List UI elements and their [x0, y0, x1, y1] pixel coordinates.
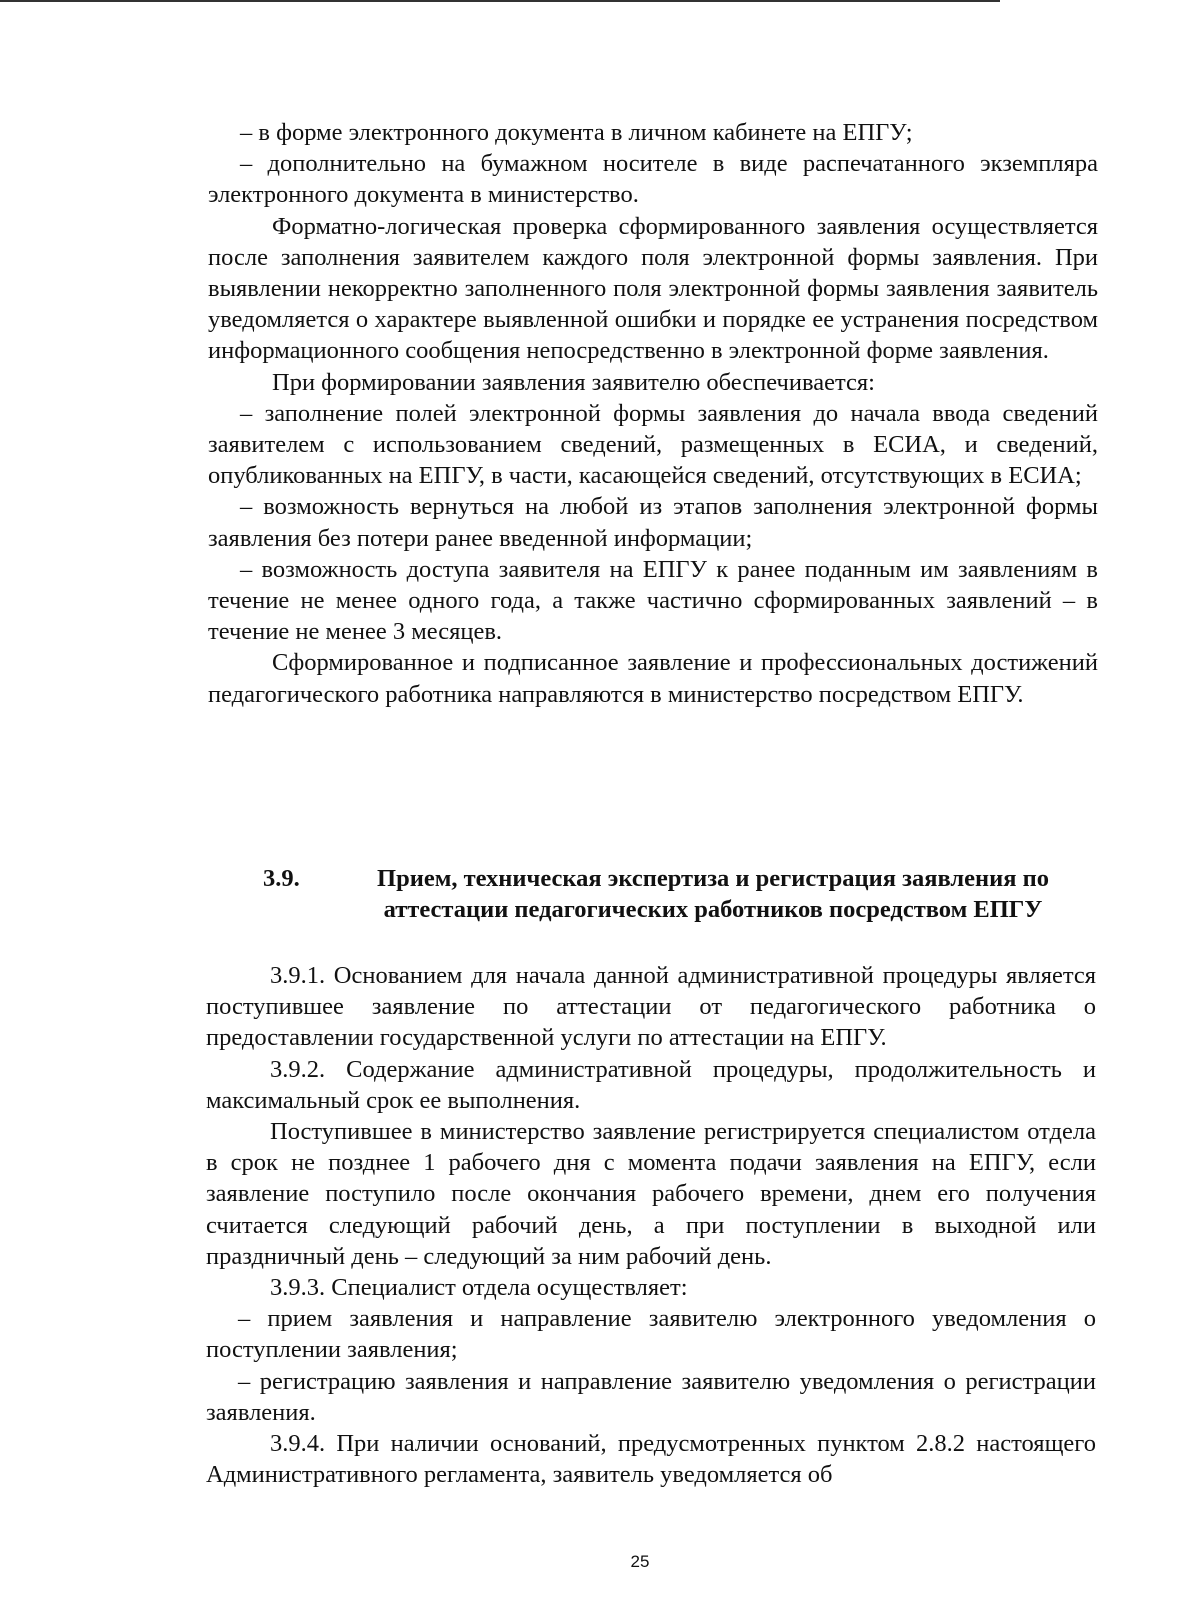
paragraph: 3.9.4. При наличии оснований, предусмотренных пунктом 2.8.2 настоящего Административного регламента, заявитель уведомляется об: [206, 1430, 1096, 1489]
section-title: Прием, техническая экспертиза и регистрация заявления по аттестации педагогических работников посредством ЕПГУ: [377, 865, 1049, 923]
paragraph: При формировании заявления заявителю обеспечивается:: [272, 368, 875, 396]
paragraph: 3.9.1. Основанием для начала данной административной процедуры является поступившее заявление по аттестации от педагогического работника о предоставлении государственной услуги по аттестации на ЕПГУ.: [206, 962, 1096, 1052]
paragraph: Форматно-логическая проверка сформированного заявления осуществляется после заполнения заявителем каждого поля электронной формы заявления. При выявлении некорректно заполненного поля электронной формы заявления заявитель уведомляется о характере выявленной ошибки и порядке ее устранения посредством информационного сообщения непосредственно в электронной форме заявления.: [208, 212, 1098, 365]
body-text-top: [208, 117, 1098, 710]
paragraph: – прием заявления и направление заявителю электронного уведомления о поступлении заявления;: [206, 1305, 1096, 1364]
paragraph: 3.9.2. Содержание административной процедуры, продолжительность и максимальный срок ее выполнения.: [206, 1055, 1096, 1114]
body-text-bottom: [206, 960, 1096, 1490]
scan-edge-line: [0, 0, 1000, 2]
paragraph: – регистрацию заявления и направление заявителю уведомления о регистрации заявления.: [206, 1367, 1096, 1426]
paragraph: – возможность вернуться на любой из этапов заполнения электронной формы заявления без потери ранее введенной информации;: [208, 493, 1098, 552]
page-number: 25: [630, 1552, 650, 1571]
section-number: 3.9.: [263, 865, 300, 892]
paragraph: Сформированное и подписанное заявление и профессиональных достижений педагогического работника направляются в министерство посредством ЕПГУ.: [208, 649, 1098, 708]
paragraph: – заполнение полей электронной формы заявления до начала ввода сведений заявителем с использованием сведений, размещенных в ЕСИА, и сведений, опубликованных на ЕПГУ, в части, касающейся сведений, отсутствующих в ЕСИА;: [208, 399, 1098, 490]
paragraph: – возможность доступа заявителя на ЕПГУ к ранее поданным им заявлениям в течение не менее одного года, а также частично сформированных заявлений – в течение не менее 3 месяцев.: [208, 555, 1098, 646]
paragraph: – в форме электронного документа в личном кабинете на ЕПГУ;: [240, 119, 913, 146]
paragraph: Поступившее в министерство заявление регистрируется специалистом отдела в срок не позднее 1 рабочего дня с момента подачи заявления на ЕПГУ, если заявление поступило после окончания рабочего времени, днем его получения считается следующий рабочий день, а при поступлении в выходной или праздничный день – следующий за ним рабочий день.: [206, 1118, 1096, 1270]
paragraph: – дополнительно на бумажном носителе в виде распечатанного экземпляра электронного документа в министерство.: [208, 150, 1098, 209]
paragraph: 3.9.3. Специалист отдела осуществляет:: [270, 1274, 688, 1302]
